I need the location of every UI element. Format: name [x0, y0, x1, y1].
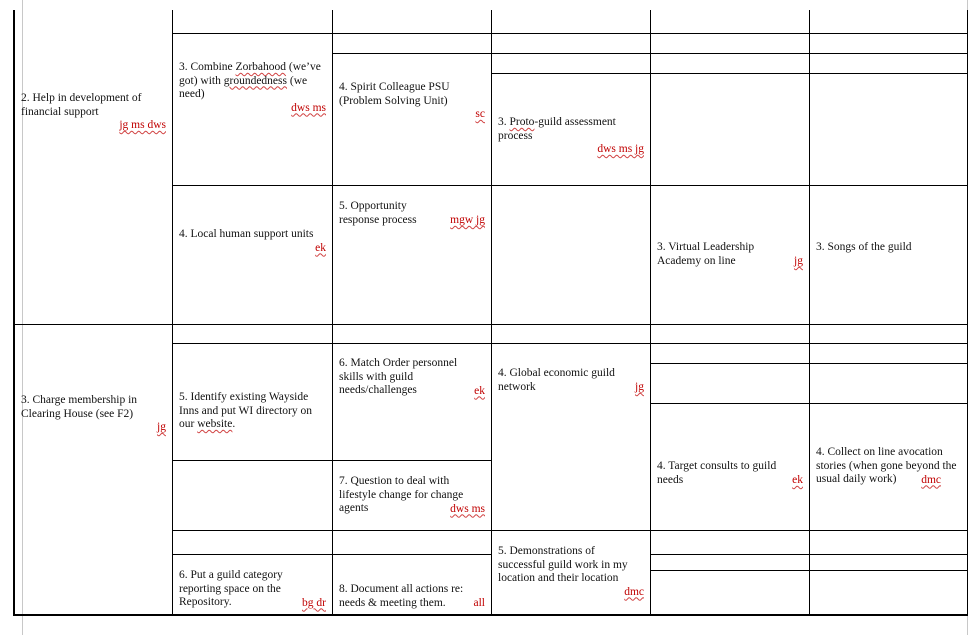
action-cell [651, 241, 809, 268]
cell-border [650, 53, 809, 54]
goal-cell [15, 92, 172, 132]
column-divider [809, 10, 810, 615]
cell-border [650, 185, 809, 186]
action-text-part: website [197, 418, 233, 430]
action-text: 3. Virtual Leadership Academy on line [657, 241, 755, 267]
action-text-part: Zorbahood [235, 61, 287, 73]
assignee-initials: dmc [921, 473, 941, 486]
cell-border [172, 33, 332, 34]
row-divider [13, 324, 968, 325]
cell-border [172, 460, 332, 461]
action-text: 4. Collect on line avocation stories (when gone beyond the usual daily work) [816, 446, 957, 485]
cell-border [809, 53, 967, 54]
action-cell [173, 61, 332, 115]
action-cell [173, 391, 332, 432]
cell-border [809, 33, 967, 34]
cell-border [809, 363, 967, 364]
action-text: 5. Opportunity response process [339, 200, 417, 226]
action-text [179, 391, 326, 432]
cell-border [332, 460, 491, 461]
action-cell [333, 200, 491, 227]
cell-border [491, 343, 650, 344]
cell-border [491, 185, 650, 186]
cell-border [491, 53, 650, 54]
cell-border [809, 554, 967, 555]
action-cell [492, 545, 650, 599]
cell-border [809, 403, 967, 404]
column-divider [650, 10, 651, 615]
cell-border [650, 73, 809, 74]
action-cell [333, 475, 491, 516]
action-text-part: Proto [509, 116, 535, 128]
action-text [179, 61, 326, 102]
action-text: 4. Global economic guild network [498, 367, 615, 393]
action-text-part: 3. [498, 116, 510, 128]
assignee-initials: mgw jg [450, 214, 485, 226]
cell-border [650, 363, 809, 364]
cell-border [650, 403, 809, 404]
assignee-initials: dmc [624, 585, 644, 598]
cell-border [172, 185, 332, 186]
assignee-initials: dws ms [291, 101, 326, 114]
cell-border [809, 185, 967, 186]
cell-border [332, 530, 491, 531]
action-cell [333, 357, 491, 398]
action-text-part: (we’ve got) with [179, 61, 321, 87]
action-text: 6. Put a guild category reporting space on the Repository. [179, 569, 283, 608]
action-cell [810, 446, 967, 487]
table-border-right [967, 10, 968, 616]
cell-border [809, 570, 967, 571]
action-text-part: 3. Combine [179, 61, 236, 73]
cell-border [650, 530, 809, 531]
action-text-part: . [232, 418, 236, 430]
assignee-initials: jg [157, 421, 166, 433]
action-cell [333, 583, 491, 610]
cell-border [332, 53, 491, 54]
action-text: 3. Songs of the guild [816, 241, 912, 253]
cell-border [491, 33, 650, 34]
action-text-part: groundedness [223, 74, 287, 87]
assignee-initials: all [473, 597, 485, 609]
action-text: 4. Local human support units [179, 228, 314, 240]
assignee-initials: jg ms dws [119, 119, 166, 131]
cell-border [650, 554, 809, 555]
cell-border [650, 570, 809, 571]
goal-text: 2. Help in development of financial support [21, 92, 142, 118]
assignee-initials: ek [474, 384, 485, 397]
cell-border [172, 343, 332, 344]
goal-text: 3. Charge membership in Clearing House (see F2) [21, 394, 138, 420]
action-text: 4. Spirit Colleague PSU (Problem Solving Unit) [339, 81, 450, 107]
cell-border [650, 33, 809, 34]
action-text-part: 5. Identify existing Wayside Inns and put WI directory on our [179, 391, 312, 430]
action-cell [173, 569, 332, 610]
assignee-initials: dws ms jg [597, 143, 644, 155]
action-text: 7. Question to deal with lifestyle change for change agents [339, 475, 464, 514]
assignee-initials: jg [794, 255, 803, 267]
cell-border [809, 73, 967, 74]
action-text: 6. Match Order personnel skills with guild needs/challenges [339, 357, 458, 396]
assignee-initials: bg dr [302, 596, 326, 609]
action-cell [651, 460, 809, 487]
assignee-initials: ek [315, 241, 326, 254]
assignee-initials: jg [635, 381, 644, 393]
goal-cell [15, 394, 172, 434]
cell-border [332, 554, 491, 555]
action-text: 8. Document all actions re: needs & meeting them. [339, 583, 464, 609]
assignee-initials: ek [792, 474, 803, 486]
column-divider [491, 10, 492, 615]
cell-border [491, 530, 650, 531]
action-cell [810, 241, 967, 255]
cell-border [491, 73, 650, 74]
cell-border [172, 530, 332, 531]
cell-border [172, 554, 332, 555]
action-text-part: (we need) [179, 74, 308, 100]
cell-border [650, 343, 809, 344]
action-text [498, 116, 644, 143]
assignee-initials: sc [475, 108, 485, 120]
action-text: 5. Demonstrations of successful guild work in my location and their location [498, 545, 628, 584]
action-text-part: -guild assessment process [498, 116, 616, 142]
cell-border [332, 33, 491, 34]
action-cell [492, 116, 650, 156]
cell-border [332, 343, 491, 344]
cell-border [809, 343, 967, 344]
assignee-initials: dws ms [450, 502, 485, 515]
action-cell [173, 228, 332, 255]
action-cell [492, 367, 650, 394]
cell-border [809, 530, 967, 531]
action-cell [333, 81, 491, 121]
cell-border [332, 185, 491, 186]
action-text: 4. Target consults to guild needs [657, 460, 777, 486]
